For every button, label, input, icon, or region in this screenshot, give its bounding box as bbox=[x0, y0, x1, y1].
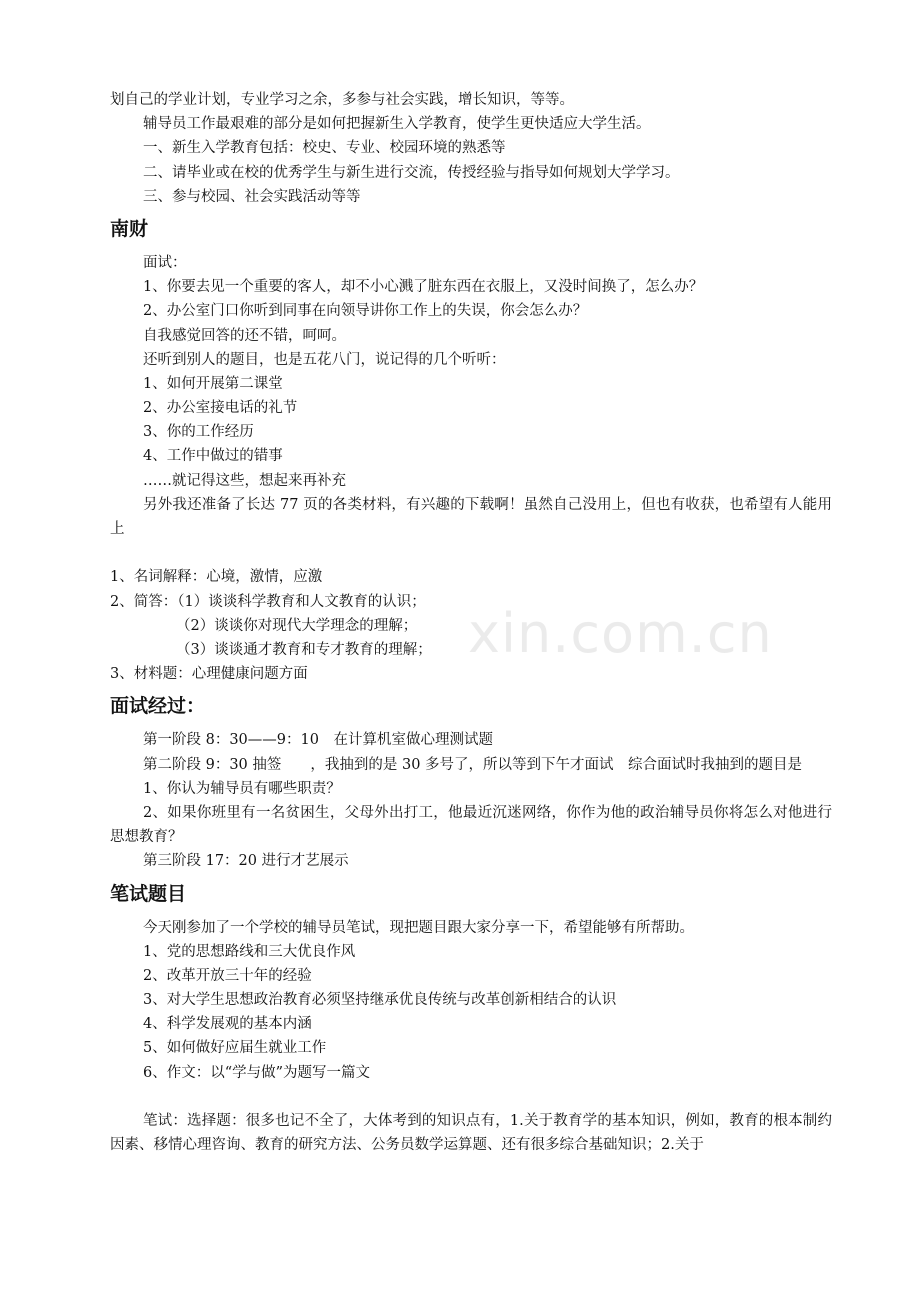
heard-item: 4、工作中做过的错事 bbox=[143, 448, 283, 465]
exam-item: 1、名词解释：心境，激情，应激 bbox=[110, 569, 323, 586]
interview-question: 1、你要去见一个重要的客人，却不小心溅了脏东西在衣服上，又没时间换了，怎么办？ bbox=[143, 279, 704, 296]
blank-line bbox=[110, 541, 832, 565]
exam-subitem: （3）谈谈通才教育和专才教育的理解； bbox=[176, 641, 432, 658]
interview-question: 2、办公室门口你听到同事在向领导讲你工作上的失误，你会怎么办？ bbox=[143, 303, 588, 320]
section-heading-written: 笔试题目 bbox=[110, 882, 187, 905]
exam-subitem: （2）谈谈你对现代大学理念的理解； bbox=[176, 617, 418, 634]
written-item: 3、对大学生思想政治教育必须坚持继承优良传统与改革创新相结合的认识 bbox=[143, 992, 617, 1009]
blank-line bbox=[110, 1085, 832, 1109]
section-heading-nancai: 南财 bbox=[110, 217, 149, 240]
paragraph-line: ……就记得这些，想起来再补充 bbox=[143, 472, 346, 489]
intro-list-item: 二、请毕业或在校的优秀学生与新生进行交流，传授经验与指导如何规划大学学习。 bbox=[143, 164, 680, 181]
written-intro: 今天刚参加了一个学校的辅导员笔试，现把题目跟大家分享一下，希望能够有所帮助。 bbox=[143, 919, 694, 936]
stage-paragraph: 第二阶段 9：30 抽签 ，我抽到的是 30 多号了，所以等到下午才面试 综合面试时我抽到的题目是 bbox=[143, 756, 803, 773]
process-question: 2、如果你班里有一名贫困生，父母外出打工，他最近沉迷网络，你作为他的政治辅导员你将怎么对他进行思想教育？ bbox=[110, 804, 832, 846]
written-item: 6、作文：以“学与做”为题写一篇文 bbox=[143, 1064, 371, 1081]
written-notes-paragraph: 笔试：选择题：很多也记不全了，大体考到的知识点有，1.关于教育学的基本知识，例如，教育的根本制约因素、移情心理咨询、教育的研究方法、公务员数学运算题、还有很多综合基础知识；2.关于 bbox=[110, 1113, 832, 1154]
paragraph-line: 还听到别人的题目，也是五花八门，说记得的几个听听： bbox=[143, 351, 506, 368]
process-question: 1、你认为辅导员有哪些职责？ bbox=[143, 780, 341, 797]
interview-label: 面试： bbox=[143, 254, 187, 271]
exam-item: 3、材料题：心理健康问题方面 bbox=[110, 666, 308, 683]
watermark: xin.com.cn bbox=[468, 602, 773, 665]
stage-line: 第三阶段 17：20 进行才艺展示 bbox=[143, 853, 349, 870]
intro-list-item: 三、参与校园、社会实践活动等等 bbox=[143, 188, 361, 205]
heard-item: 2、办公室接电话的礼节 bbox=[143, 400, 298, 417]
exam-item: 2、简答：（1）谈谈科学教育和人文教育的认识； bbox=[110, 593, 426, 610]
written-item: 2、改革开放三十年的经验 bbox=[143, 967, 312, 984]
written-item: 5、如何做好应届生就业工作 bbox=[143, 1040, 327, 1057]
intro-line: 划自己的学业计划，专业学习之余，多参与社会实践，增长知识，等等。 bbox=[110, 92, 574, 108]
stage-line: 第一阶段 8：30——9：10 在计算机室做心理测试题 bbox=[143, 732, 493, 749]
paragraph-line: 自我感觉回答的还不错，呵呵。 bbox=[143, 327, 346, 344]
intro-line: 辅导员工作最艰难的部分是如何把握新生入学教育，使学生更快适应大学生活。 bbox=[143, 116, 651, 133]
materials-paragraph: 另外我还准备了长达 77 页的各类材料，有兴趣的下载啊！虽然自己没用上，但也有收获，也希望有人能用上 bbox=[110, 496, 832, 538]
section-heading-process: 面试经过： bbox=[110, 695, 206, 718]
written-item: 4、科学发展观的基本内涵 bbox=[143, 1016, 312, 1033]
heard-item: 1、如何开展第二课堂 bbox=[143, 375, 283, 392]
intro-list-item: 一、新生入学教育包括：校史、专业、校园环境的熟悉等 bbox=[143, 140, 506, 157]
heard-item: 3、你的工作经历 bbox=[143, 424, 254, 441]
written-item: 1、党的思想路线和三大优良作风 bbox=[143, 943, 356, 960]
